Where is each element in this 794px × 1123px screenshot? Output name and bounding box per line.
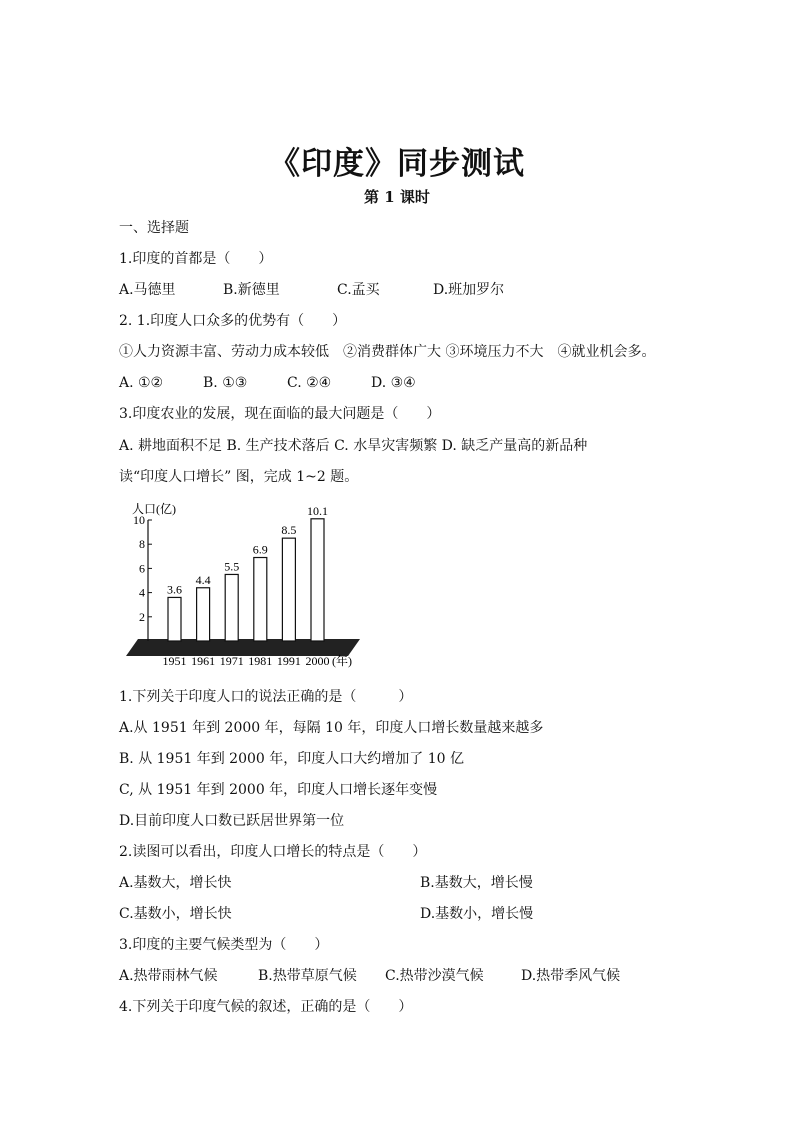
sq3-stem: 3.印度的主要气候类型为（ ） — [119, 937, 329, 953]
x-tick-label-1961: 1961 — [191, 654, 216, 668]
sq2-option-a: A.基数大，增长快 — [119, 875, 232, 891]
q1-option-b: B.新德里 — [223, 282, 280, 298]
read-prompt: 读“印度人口增长” 图，完成 1~2 题。 — [119, 469, 359, 485]
sq2-option-c: C.基数小，增长快 — [119, 906, 232, 922]
x-axis-label: (年) — [332, 654, 352, 668]
sq1-option-c: C, 从 1951 年到 2000 年，印度人口增长逐年变慢 — [119, 782, 438, 798]
sq2-option-d: D.基数小，增长慢 — [420, 906, 534, 922]
x-tick-label-1951: 1951 — [162, 654, 187, 668]
section-heading: 一、选择题 — [119, 220, 189, 236]
q2-stem: 2. 1.印度人口众多的优势有（ ） — [119, 313, 347, 329]
q3-stem: 3.印度农业的发展，现在面临的最大问题是（ ） — [119, 406, 441, 422]
q2-option-a: A. ①② — [119, 375, 164, 391]
sq1-stem: 1.下列关于印度人口的说法正确的是（ ） — [119, 689, 413, 705]
q3-options: A. 耕地面积不足 B. 生产技术落后 C. 水旱灾害频繁 D. 缺乏产量高的新品种 — [119, 438, 588, 454]
q1-option-a: A.马德里 — [119, 282, 176, 298]
bar-2000 — [311, 519, 324, 641]
data-label-1981: 6.9 — [252, 542, 268, 557]
sq1-option-a: A.从 1951 年到 2000 年，每隔 10 年，印度人口增长数量越来越多 — [119, 720, 544, 736]
sq4-stem: 4.下列关于印度气候的叙述，正确的是（ ） — [119, 999, 413, 1015]
bar-1971 — [225, 574, 238, 641]
population-bar-chart — [118, 498, 368, 673]
sq3-option-c: C.热带沙漠气候 — [385, 968, 484, 984]
y-tick-label: 4 — [139, 585, 145, 600]
page-subtitle: 第 1 课时 — [364, 188, 430, 206]
sq1-option-d: D.目前印度人口数已跃居世界第一位 — [119, 813, 345, 829]
sq1-option-b: B. 从 1951 年到 2000 年，印度人口大约增加了 10 亿 — [119, 751, 464, 767]
q2-statements: ①人力资源丰富、劳动力成本较低 ②消费群体广大 ③环境压力不大 ④就业机会多。 — [119, 344, 656, 360]
x-tick-label-1991: 1991 — [276, 654, 301, 668]
data-label-1951: 3.6 — [167, 582, 182, 597]
data-label-1971: 5.5 — [224, 559, 240, 574]
sq3-option-b: B.热带草原气候 — [258, 968, 357, 984]
sq2-option-b: B.基数大，增长慢 — [420, 875, 533, 891]
y-tick-label: 8 — [139, 537, 145, 552]
x-tick-label-2000: 2000 — [305, 654, 330, 668]
y-tick-label: 6 — [139, 561, 145, 576]
q2-option-d: D. ③④ — [371, 375, 416, 391]
sq3-option-d: D.热带季风气候 — [521, 968, 621, 984]
data-label-2000: 10.1 — [307, 503, 328, 518]
data-label-1961: 4.4 — [195, 572, 211, 587]
x-tick-label-1981: 1981 — [248, 654, 273, 668]
bar-1981 — [254, 558, 267, 641]
bar-1961 — [197, 588, 210, 641]
y-axis-label: 人口(亿) — [132, 502, 176, 516]
y-tick-label: 10 — [133, 513, 145, 527]
bar-1991 — [282, 538, 295, 641]
q1-option-c: C.孟买 — [337, 282, 380, 298]
q1-option-d: D.班加罗尔 — [433, 282, 505, 298]
q2-option-c: C. ②④ — [287, 375, 332, 391]
q1-stem: 1.印度的首都是（ ） — [119, 251, 273, 267]
sq2-stem: 2.读图可以看出，印度人口增长的特点是（ ） — [119, 844, 427, 860]
x-tick-label-1971: 1971 — [219, 654, 244, 668]
sq3-option-a: A.热带雨林气候 — [119, 968, 218, 984]
q2-option-b: B. ①③ — [203, 375, 248, 391]
data-label-1991: 8.5 — [281, 523, 297, 538]
page-title: 《印度》同步测试 — [269, 146, 525, 182]
bar-1951 — [168, 597, 181, 641]
y-tick-label: 2 — [139, 609, 145, 624]
